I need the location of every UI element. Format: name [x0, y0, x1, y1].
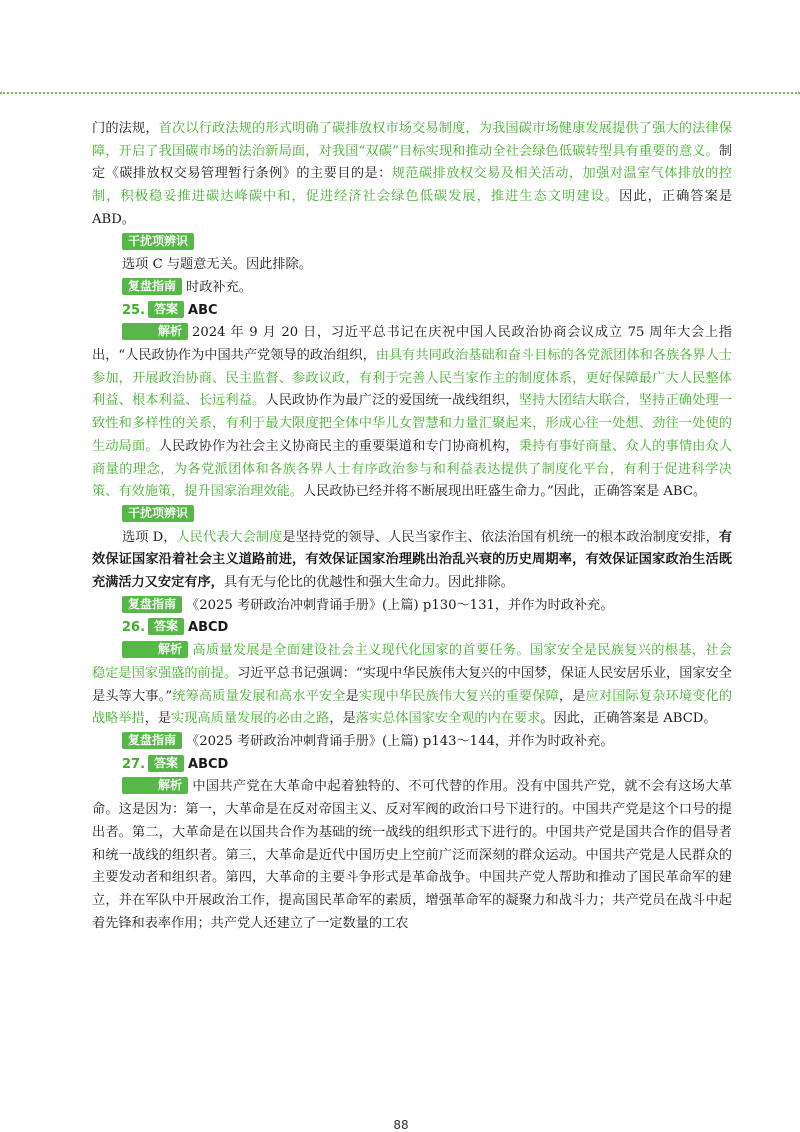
- distractor-badge: 干扰项辨识: [122, 505, 194, 522]
- highlight-text: 规范碳排放权交易及相关活动，加强对温室气体排放的控制，积极稳妥推进碳达峰碳中和，促进经济社会绿色低碳发展，推进生态文明建设。: [92, 166, 732, 205]
- distractor-badge: 干扰项辨识: [122, 233, 194, 250]
- highlight-text: 落实总体国家安全观的内在要求: [355, 711, 541, 727]
- highlight-text: 高质量发展是全面建设社会主义现代化国家的首要任务。国家安全是民族复兴的根基，社会稳定是国家强盛的前提。: [92, 643, 732, 681]
- q25-distractor-heading: [92, 504, 732, 527]
- q24-distractor-text: 选项 C 与题意无关。因此排除。: [122, 257, 312, 273]
- page-number: 88: [393, 1118, 409, 1132]
- highlight-text: 由具有共同政治基础和奋斗目标的各党派团体和各族各界人士参加，开展政治协商、民主监督、参政议政，有利于完善人民当家作主的制度体系，更好保障最广大人民整体利益、根本利益、长远利益。: [92, 348, 732, 409]
- q25-distractor-text: 选项 D，人民代表大会制度是坚持党的领导、人民当家作主、依法治国有机统一的根本政治制度安排，有效保证国家沿着社会主义道路前进，有效保证国家治理跳出治乱兴衰的历史周期率，有效保证国家政治生活既充满活力又安定有序，具有无与伦比的优越性和强大生命力。因此排除。: [92, 529, 733, 591]
- analysis-badge: 解析: [122, 641, 188, 658]
- review-badge: 复盘指南: [122, 596, 182, 613]
- q27-analysis: 解析 中国共产党在大革命中起着独特的、不可代替的作用。没有中国共产党，就不会有这场大革命。这是因为：第一，大革命是在反对帝国主义、反对军阀的政治口号下进行的。中国共产党是这个口号的提出者。第二，大革命是在以国共合作为基础的统一战线的组织形式下进行的。中国共产党是国共合作的倡导者和统一战线的组织者。第三，大革命是近代中国历史上空前广泛而深刻的群众运动。中国共产党是人民群众的主要发动者和组织者。第四，大革命的主要斗争形式是革命战争。中国共产党人帮助和推动了国民革命军的建立，并在军队中开展政治工作，提高国民革命军的素质，增强革命军的凝聚力和战斗力；共产党员在战斗中起着先锋和表率作用；共产党人还建立了一定数量的工农: [92, 778, 732, 931]
- highlight-text: 人民代表大会制度: [176, 529, 283, 545]
- question-number: 27.: [122, 756, 146, 772]
- q27-answer-line: [92, 754, 732, 777]
- highlight-text: 应对国际复杂环境变化的战略举措: [92, 688, 733, 727]
- analysis-badge: 解析: [122, 777, 188, 794]
- question-number: 25.: [122, 302, 146, 318]
- highlight-text: 秉持有事好商量、众人的事情由众人商量的理念，为各党派团体和各族各界人士有序政治参与和利益表达提供了制度化平台，有利于促进科学决策、有效施策，提升国家治理效能。: [92, 438, 733, 500]
- q24-review: 复盘指南 时政补充。: [92, 277, 732, 300]
- q25-answer-line: [92, 300, 732, 323]
- analysis-badge: 解析: [122, 323, 188, 340]
- answer-value: ABC: [188, 302, 218, 318]
- q26-analysis: 解析 高质量发展是全面建设社会主义现代化国家的首要任务。国家安全是民族复兴的根基，社会稳定是国家强盛的前提。习近平总书记强调：“实现中华民族伟大复兴的中国梦，保证人民安居乐业，国家安全是头等大事。”统筹高质量发展和高水平安全是实现中华民族伟大复兴的重要保障，是应对国际复杂环境变化的战略举措，是实现高质量发展的必由之路，是落实总体国家安全观的内在要求。因此，正确答案是 ABCD。: [92, 642, 733, 727]
- header-dotted-rule: [0, 92, 800, 94]
- bold-text: 有效保证国家沿着社会主义道路前进，有效保证国家治理跳出治乱兴衰的历史周期率，有效保证国家政治生活既充满活力又安定有序，: [92, 529, 733, 591]
- q25-review: 复盘指南 《2025 考研政治冲刺背诵手册》(上篇) p130～131，并作为时政补充。: [92, 595, 732, 618]
- q24-analysis-continuation: 门的法规，首次以行政法规的形式明确了碳排放权市场交易制度，为我国碳市场健康发展提供了强大的法律保障，开启了我国碳市场的法治新局面，对我国“双碳”目标实现和推动全社会绿色低碳转型具有重要的意义。制定《碳排放权交易管理暂行条例》的主要目的是：规范碳排放权交易及相关活动，加强对温室气体排放的控制，积极稳妥推进碳达峰碳中和，促进经济社会绿色低碳发展，推进生态文明建设。因此，正确答案是 ABD。: [92, 121, 733, 227]
- answer-badge: 答案: [148, 618, 184, 635]
- page-body: [92, 118, 732, 935]
- highlight-text: 实现中华民族伟大复兴的重要保障: [358, 688, 559, 704]
- q26-review: 复盘指南 《2025 考研政治冲刺背诵手册》(上篇) p143～144，并作为时政补充。: [92, 731, 732, 754]
- q24-distractor-heading: [92, 232, 732, 255]
- highlight-text: 坚持大团结大联合，坚持正确处理一致性和多样性的关系，有利于最大限度把全体中华儿女智慧和力量汇聚起来，形成心往一处想、劲往一处使的生动局面。: [92, 393, 732, 454]
- q26-answer-line: [92, 617, 732, 640]
- review-badge: 复盘指南: [122, 732, 182, 749]
- highlight-text: 统筹高质量发展和高水平安全: [172, 688, 346, 704]
- answer-value: ABCD: [188, 756, 229, 772]
- q25-analysis: 解析 2024 年 9 月 20 日，习近平总书记在庆祝中国人民政治协商会议成立 75 周年大会上指出，“人民政协作为中国共产党领导的政治组织，由具有共同政治基础和奋斗目标的各党派团体和各族各界人士参加，开展政治协商、民主监督、参政议政，有利于完善人民当家作主的制度体系，更好保障最广大人民整体利益、根本利益、长远利益。人民政协作为最广泛的爱国统一战线组织，坚持大团结大联合，坚持正确处理一致性和多样性的关系，有利于最大限度把全体中华儿女智慧和力量汇聚起来，形成心往一处想、劲往一处使的生动局面。人民政协作为社会主义协商民主的重要渠道和专门协商机构，秉持有事好商量、众人的事情由众人商量的理念，为各党派团体和各族各界人士有序政治参与和利益表达提供了制度化平台，有利于促进科学决策、有效施策，提升国家治理效能。人民政协已经并将不断展现出旺盛生命力。”因此，正确答案是 ABC。: [92, 324, 733, 500]
- review-badge: 复盘指南: [122, 278, 182, 295]
- answer-value: ABCD: [188, 620, 229, 636]
- answer-badge: 答案: [148, 755, 184, 772]
- answer-badge: 答案: [148, 301, 184, 318]
- question-number: 26.: [122, 620, 146, 636]
- highlight-text: 首次以行政法规的形式明确了碳排放权市场交易制度，为我国碳市场健康发展提供了强大的法律保障，开启了我国碳市场的法治新局面，对我国“双碳”目标实现和推动全社会绿色低碳转型具有重要的意义。: [92, 121, 733, 159]
- highlight-text: 实现高质量发展的必由之路: [171, 711, 330, 727]
